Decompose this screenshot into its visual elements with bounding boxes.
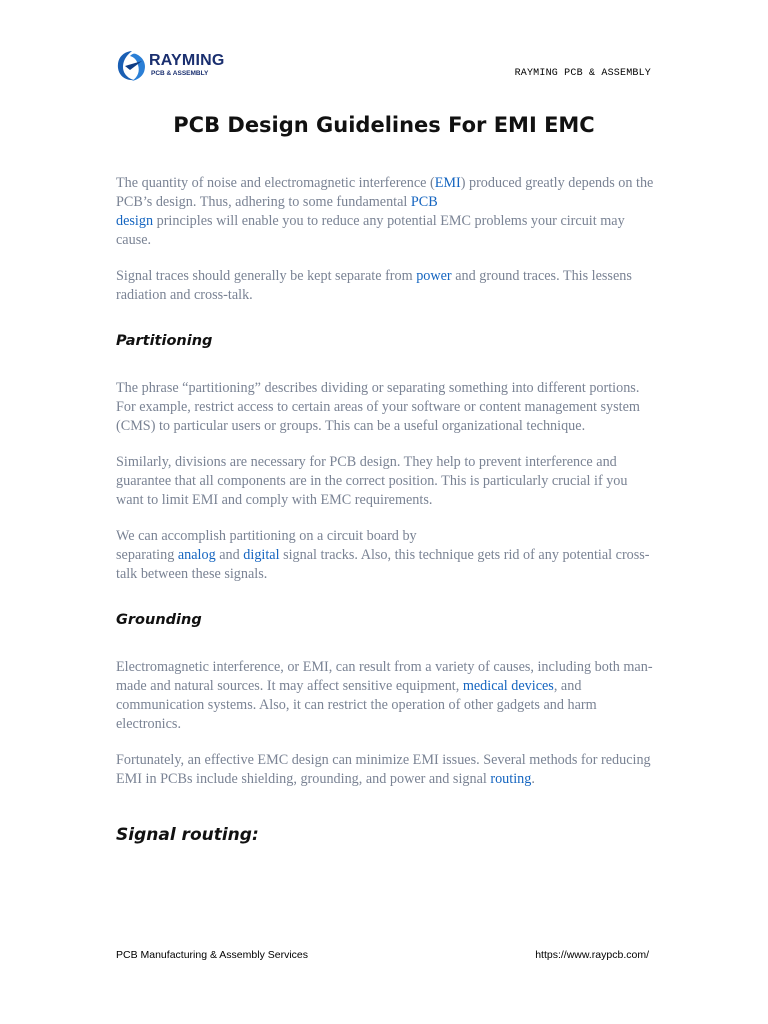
text-span: separating (116, 547, 178, 563)
text-span: The quantity of noise and electromagnetic interference ( (116, 175, 435, 191)
intro-paragraph-1 (116, 174, 656, 250)
text-span: signal tracks. Also, this technique gets rid of any potential cross-talk between these signals. (116, 547, 650, 582)
partitioning-paragraph-1: The phrase “partitioning” describes dividing or separating something into different portions. For example, restrict access to certain areas of your software or content management system (CMS) to particular users or groups. This can be a useful organizational technique. (116, 380, 640, 434)
text-span: Electromagnetic interference, or EMI, can result from a variety of causes, including both man-made and natural sources. It may affect sensitive equipment, (116, 659, 653, 694)
link-power[interactable]: power (416, 268, 452, 284)
grounding-paragraph-1 (116, 658, 656, 734)
text-span: Fortunately, an effective EMC design can minimize EMI issues. Several methods for reducing EMI in PCBs include shielding, grounding, and power and signal (116, 752, 651, 787)
rayming-logo[interactable] (116, 49, 226, 83)
link-pcb[interactable]: PCB (410, 194, 438, 210)
partitioning-paragraph-3 (116, 527, 656, 584)
partitioning-paragraph-2: Similarly, divisions are necessary for PCB design. They help to prevent interference and guarantee that all components are in the correct position. This is particularly crucial if you want to limit EMI and comply with EMC requirements. (116, 454, 628, 508)
link-digital[interactable]: digital (243, 547, 280, 563)
text-span: Signal traces should generally be kept separate from (116, 268, 417, 284)
text-span: and (215, 547, 244, 563)
heading-signal-routing: Signal routing: (116, 825, 259, 845)
logo-subtitle: PCB & ASSEMBLY (151, 70, 209, 77)
text-span: ) produced greatly depends on the PCB’s design. Thus, adhering to some fundamental (116, 175, 654, 210)
heading-grounding: Grounding (116, 612, 202, 628)
link-emi[interactable]: EMI (434, 175, 461, 191)
grounding-paragraph-2 (116, 751, 656, 789)
link-pcb-design[interactable]: design (116, 213, 154, 229)
link-medical-devices[interactable]: medical devices (462, 678, 554, 694)
document-body (116, 174, 656, 847)
text-span: principles will enable you to reduce any potential EMC problems your circuit may cause. (116, 213, 625, 248)
text-span: and ground traces. This lessens radiation and cross-talk. (116, 268, 632, 303)
intro-paragraph-2 (116, 267, 656, 305)
text-span: , and communication systems. Also, it can restrict the operation of other gadgets and harm electronics. (116, 678, 597, 732)
footer-url-link[interactable]: https://www.raypcb.com/ (535, 949, 649, 961)
heading-partitioning: Partitioning (116, 333, 213, 349)
rayming-logo-mark-icon (116, 49, 148, 83)
link-routing[interactable]: routing (490, 771, 532, 787)
text-span: We can accomplish partitioning on a circuit board by (116, 528, 417, 544)
logo-wordmark: RAYMING (149, 52, 225, 69)
header-company-name: RAYMING PCB & ASSEMBLY (514, 68, 651, 79)
page-title: PCB Design Guidelines For EMI EMC (173, 113, 595, 137)
text-span: . (531, 771, 535, 787)
link-analog[interactable]: analog (177, 547, 216, 563)
footer-services: PCB Manufacturing & Assembly Services (116, 949, 308, 961)
